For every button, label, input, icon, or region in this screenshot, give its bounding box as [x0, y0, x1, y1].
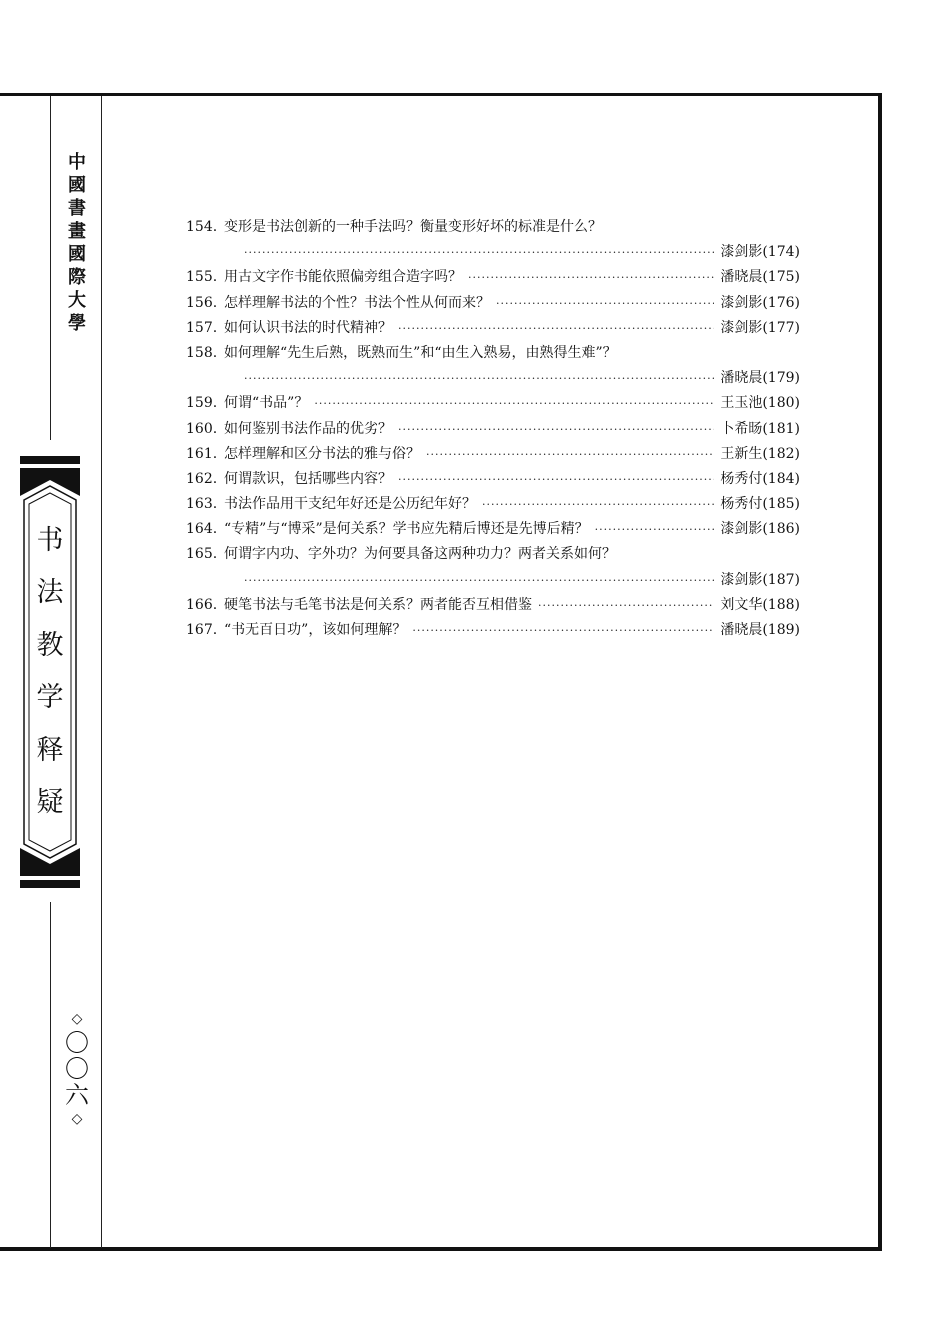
page-number-digit: 六	[65, 1081, 89, 1109]
toc-leader-dots	[538, 599, 714, 612]
toc-leader-dots	[398, 473, 714, 486]
toc-entry	[186, 418, 800, 443]
toc-entry-number: 155.	[186, 269, 218, 286]
toc-entry-author-page: 刘文华(188)	[720, 596, 800, 613]
book-title-char: 教	[36, 629, 64, 661]
toc-entry-number: 164.	[186, 521, 218, 538]
toc-entry	[186, 468, 800, 493]
toc-entry	[186, 266, 800, 291]
toc-entry	[186, 594, 800, 619]
toc-entry-author-page: 卜希旸(181)	[720, 420, 800, 437]
toc-entry-number: 158.	[186, 344, 218, 361]
book-title-char: 释	[36, 734, 64, 766]
toc-leader-dots	[244, 372, 714, 385]
book-title-char: 学	[36, 682, 64, 714]
book-title-char: 书	[36, 525, 64, 556]
toc-entry	[186, 619, 800, 644]
toc-entry	[186, 543, 800, 568]
toc-entry-question: 何谓款识，包括哪些内容？	[224, 470, 392, 487]
toc-entry-question: 如何鉴别书法作品的优劣？	[224, 420, 392, 437]
toc-entry	[186, 443, 800, 468]
toc-entry-number: 159.	[186, 395, 218, 412]
toc-leader-dots	[244, 246, 714, 259]
toc-leader-dots	[398, 423, 714, 436]
toc-entry	[186, 292, 800, 317]
toc-entry-number: 154.	[186, 219, 218, 235]
toc-entry	[186, 569, 800, 594]
toc-entry-question: 书法作品用干支纪年好还是公历纪年好？	[224, 496, 476, 513]
toc-entry-author-page: 漆剑影(187)	[720, 571, 800, 588]
toc-entry	[186, 493, 800, 518]
toc-entry-question: 何谓字内功、字外功？为何要具备这两种功力？两者关系如何？	[224, 546, 616, 563]
toc-leader-dots	[244, 574, 714, 587]
toc-entry-number: 165.	[186, 546, 218, 563]
toc-entry	[186, 241, 800, 266]
toc-entry-author-page: 王玉池(180)	[720, 395, 800, 412]
series-title: 中國書畫國際大學	[65, 152, 86, 336]
toc-entry-number: 163.	[186, 496, 218, 513]
toc-entry-number: 157.	[186, 319, 218, 336]
toc-leader-dots	[595, 523, 715, 536]
toc-entry-number: 162.	[186, 470, 218, 487]
toc-leader-dots	[468, 271, 714, 284]
toc-entry-question: 硬笔书法与毛笔书法是何关系？两者能否互相借鉴	[224, 596, 532, 613]
toc-entry-author-page: 漆剑影(177)	[720, 319, 800, 336]
toc-leader-dots	[482, 498, 714, 511]
toc-entry-question: 用古文字作书能依照偏旁组合造字吗？	[224, 269, 462, 286]
toc-entry-author-page: 漆剑影(186)	[720, 521, 800, 538]
toc-entry-question: 怎样理解书法的个性？书法个性从何而来？	[224, 294, 490, 311]
book-title-char: 法	[36, 577, 64, 609]
toc-entry-question: 怎样理解和区分书法的雅与俗？	[224, 445, 420, 462]
toc-entry-question: “书无百日功”，该如何理解？	[224, 622, 407, 638]
toc-entry-author-page: 杨秀付(185)	[720, 496, 800, 513]
toc-entry-number: 156.	[186, 294, 218, 311]
toc-entry-number: 167.	[186, 622, 218, 638]
toc-leader-dots	[496, 297, 714, 310]
toc-entry-question: 何谓“书品”？	[224, 395, 309, 412]
spine-rule-right	[101, 96, 102, 1248]
toc-entry-number: 166.	[186, 596, 218, 613]
page-number	[64, 1008, 90, 1130]
page-number-digit: 〇	[65, 1029, 89, 1057]
toc-entry-author-page: 漆剑影(174)	[720, 244, 800, 261]
toc-entry	[186, 518, 800, 543]
page-number-digit: 〇	[65, 1055, 89, 1083]
book-title-char: 疑	[36, 786, 64, 818]
toc-entry-author-page: 王新生(182)	[720, 445, 800, 462]
spine-rule-left-lower	[50, 902, 51, 1248]
toc-entry-author-page: 杨秀付(184)	[720, 470, 800, 487]
toc-leader-dots	[314, 397, 714, 410]
diamond-icon: ◇	[71, 1011, 83, 1027]
spine-rule-left-upper	[50, 96, 51, 440]
toc-entry-question: 如何理解“先生后熟，既熟而生”和“由生入熟易，由熟得生难”？	[224, 344, 617, 361]
diamond-icon: ◇	[71, 1111, 83, 1127]
toc-entry-question: “专精”与“博采”是何关系？学书应先精后博还是先博后精？	[224, 521, 589, 538]
toc-entry-author-page: 潘晓晨(179)	[720, 370, 800, 387]
toc-entry	[186, 367, 800, 392]
toc-entry-question: 如何认识书法的时代精神？	[224, 319, 392, 336]
toc-entry-author-page: 潘晓晨(175)	[720, 269, 800, 286]
toc-entry-number: 161.	[186, 445, 218, 462]
toc-entry	[186, 392, 800, 417]
toc-leader-dots	[398, 322, 714, 335]
toc-leader-dots	[412, 624, 714, 637]
toc-entry-number: 160.	[186, 420, 218, 437]
table-of-contents	[186, 216, 800, 644]
toc-entry	[186, 342, 800, 367]
toc-leader-dots	[426, 448, 714, 461]
toc-entry-author-page: 漆剑影(176)	[720, 294, 800, 311]
toc-entry	[186, 317, 800, 342]
book-title	[18, 522, 82, 822]
toc-entry-author-page: 潘晓晨(189)	[720, 622, 800, 638]
toc-entry	[186, 216, 800, 241]
toc-entry-question: 变形是书法创新的一种手法吗？衡量变形好坏的标准是什么？	[224, 219, 602, 235]
